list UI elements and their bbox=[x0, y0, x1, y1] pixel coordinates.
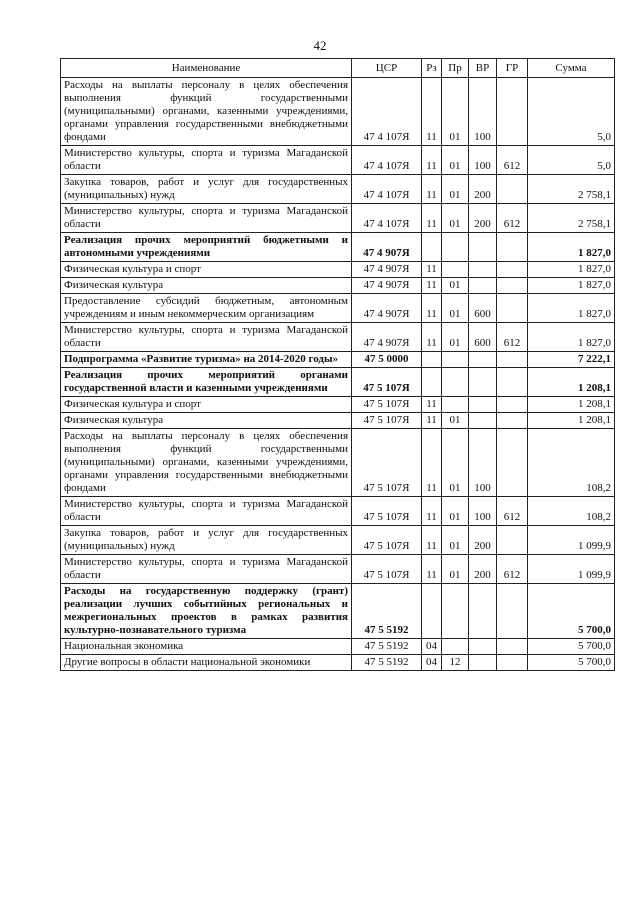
cell-pr: 01 bbox=[442, 526, 469, 555]
table-row bbox=[61, 526, 615, 555]
cell-sum: 5,0 bbox=[528, 146, 615, 175]
cell-vr: 100 bbox=[469, 497, 497, 526]
header-rz: Рз bbox=[422, 59, 442, 78]
cell-gr bbox=[497, 262, 528, 278]
cell-rz: 11 bbox=[422, 262, 442, 278]
cell-rz bbox=[422, 368, 442, 397]
table-row bbox=[61, 146, 615, 175]
cell-gr bbox=[497, 233, 528, 262]
cell-rz: 11 bbox=[422, 555, 442, 584]
header-name: Наименование bbox=[61, 59, 352, 78]
cell-vr bbox=[469, 262, 497, 278]
cell-vr: 100 bbox=[469, 78, 497, 146]
cell-csr: 47 5 107Я bbox=[352, 555, 422, 584]
page-number: 42 bbox=[313, 38, 327, 53]
cell-csr: 47 4 107Я bbox=[352, 78, 422, 146]
cell-name: Физическая культура bbox=[61, 278, 352, 294]
cell-vr bbox=[469, 584, 497, 639]
cell-name: Министерство культуры, спорта и туризма Магаданской области bbox=[61, 323, 352, 352]
cell-csr: 47 5 107Я bbox=[352, 413, 422, 429]
cell-csr: 47 4 107Я bbox=[352, 146, 422, 175]
cell-sum: 1 208,1 bbox=[528, 413, 615, 429]
cell-gr bbox=[497, 526, 528, 555]
table-row bbox=[61, 78, 615, 146]
cell-sum: 1 827,0 bbox=[528, 233, 615, 262]
cell-sum: 5 700,0 bbox=[528, 655, 615, 671]
cell-gr bbox=[497, 429, 528, 497]
cell-vr bbox=[469, 278, 497, 294]
cell-gr bbox=[497, 655, 528, 671]
header-gr: ГР bbox=[497, 59, 528, 78]
cell-vr bbox=[469, 655, 497, 671]
cell-csr: 47 4 907Я bbox=[352, 278, 422, 294]
cell-sum: 1 827,0 bbox=[528, 294, 615, 323]
budget-table bbox=[60, 58, 615, 671]
cell-vr bbox=[469, 368, 497, 397]
cell-pr: 01 bbox=[442, 413, 469, 429]
cell-name: Физическая культура и спорт bbox=[61, 262, 352, 278]
header-pr: Пр bbox=[442, 59, 469, 78]
cell-sum: 108,2 bbox=[528, 429, 615, 497]
cell-csr: 47 5 107Я bbox=[352, 429, 422, 497]
cell-gr bbox=[497, 639, 528, 655]
cell-csr: 47 5 5192 bbox=[352, 639, 422, 655]
table-row bbox=[61, 278, 615, 294]
cell-gr bbox=[497, 397, 528, 413]
cell-gr bbox=[497, 368, 528, 397]
cell-csr: 47 5 107Я bbox=[352, 368, 422, 397]
cell-rz: 11 bbox=[422, 497, 442, 526]
cell-name: Расходы на выплаты персоналу в целях обеспечения выполнения функций государственными (муниципальными) органами, казенными учреждениями, органами управления государственными внебюджетными фондами bbox=[61, 429, 352, 497]
cell-pr: 01 bbox=[442, 323, 469, 352]
cell-csr: 47 4 907Я bbox=[352, 233, 422, 262]
cell-vr: 200 bbox=[469, 526, 497, 555]
cell-pr: 01 bbox=[442, 497, 469, 526]
cell-csr: 47 5 5192 bbox=[352, 655, 422, 671]
table-row bbox=[61, 397, 615, 413]
table-row bbox=[61, 555, 615, 584]
cell-sum: 2 758,1 bbox=[528, 175, 615, 204]
cell-name: Министерство культуры, спорта и туризма Магаданской области bbox=[61, 555, 352, 584]
cell-pr bbox=[442, 397, 469, 413]
cell-gr bbox=[497, 78, 528, 146]
cell-rz: 11 bbox=[422, 78, 442, 146]
cell-gr bbox=[497, 175, 528, 204]
cell-name: Другие вопросы в области национальной экономики bbox=[61, 655, 352, 671]
cell-sum: 1 827,0 bbox=[528, 323, 615, 352]
cell-sum: 7 222,1 bbox=[528, 352, 615, 368]
cell-name: Реализация прочих мероприятий бюджетными и автономными учреждениями bbox=[61, 233, 352, 262]
table-row bbox=[61, 352, 615, 368]
cell-pr bbox=[442, 639, 469, 655]
cell-gr: 612 bbox=[497, 555, 528, 584]
cell-gr bbox=[497, 413, 528, 429]
cell-vr: 200 bbox=[469, 175, 497, 204]
cell-pr: 01 bbox=[442, 78, 469, 146]
cell-name: Реализация прочих мероприятий органами государственной власти и казенными учреждениями bbox=[61, 368, 352, 397]
table-row bbox=[61, 204, 615, 233]
cell-vr: 200 bbox=[469, 555, 497, 584]
cell-pr bbox=[442, 352, 469, 368]
cell-sum: 5 700,0 bbox=[528, 639, 615, 655]
cell-rz: 11 bbox=[422, 397, 442, 413]
cell-pr: 01 bbox=[442, 204, 469, 233]
cell-name: Закупка товаров, работ и услуг для государственных (муниципальных) нужд bbox=[61, 175, 352, 204]
cell-pr: 01 bbox=[442, 278, 469, 294]
cell-rz: 04 bbox=[422, 655, 442, 671]
cell-sum: 5,0 bbox=[528, 78, 615, 146]
table-row bbox=[61, 413, 615, 429]
cell-rz bbox=[422, 352, 442, 368]
cell-pr bbox=[442, 262, 469, 278]
cell-sum: 1 208,1 bbox=[528, 368, 615, 397]
cell-gr: 612 bbox=[497, 323, 528, 352]
cell-vr bbox=[469, 639, 497, 655]
cell-sum: 1 208,1 bbox=[528, 397, 615, 413]
cell-name: Подпрограмма «Развитие туризма» на 2014-2020 годы» bbox=[61, 352, 352, 368]
cell-rz: 11 bbox=[422, 294, 442, 323]
cell-name: Закупка товаров, работ и услуг для государственных (муниципальных) нужд bbox=[61, 526, 352, 555]
table-row bbox=[61, 262, 615, 278]
cell-vr bbox=[469, 397, 497, 413]
cell-rz bbox=[422, 584, 442, 639]
cell-sum: 1 099,9 bbox=[528, 526, 615, 555]
cell-csr: 47 4 107Я bbox=[352, 204, 422, 233]
cell-csr: 47 4 907Я bbox=[352, 262, 422, 278]
cell-rz bbox=[422, 233, 442, 262]
header-vr: ВР bbox=[469, 59, 497, 78]
cell-pr: 01 bbox=[442, 175, 469, 204]
cell-name: Физическая культура bbox=[61, 413, 352, 429]
cell-vr: 100 bbox=[469, 146, 497, 175]
table-row bbox=[61, 429, 615, 497]
cell-csr: 47 5 0000 bbox=[352, 352, 422, 368]
cell-vr: 600 bbox=[469, 323, 497, 352]
header-csr: ЦСР bbox=[352, 59, 422, 78]
cell-name: Расходы на выплаты персоналу в целях обеспечения выполнения функций государственными (муниципальными) органами, казенными учреждениями, органами управления государственными внебюджетными фондами bbox=[61, 78, 352, 146]
cell-csr: 47 5 107Я bbox=[352, 526, 422, 555]
cell-pr: 01 bbox=[442, 555, 469, 584]
cell-rz: 11 bbox=[422, 175, 442, 204]
cell-vr bbox=[469, 413, 497, 429]
cell-pr: 01 bbox=[442, 146, 469, 175]
cell-vr bbox=[469, 352, 497, 368]
cell-name: Министерство культуры, спорта и туризма Магаданской области bbox=[61, 497, 352, 526]
cell-rz: 11 bbox=[422, 526, 442, 555]
cell-rz: 11 bbox=[422, 413, 442, 429]
table-body bbox=[61, 78, 615, 671]
cell-rz: 04 bbox=[422, 639, 442, 655]
table-row bbox=[61, 323, 615, 352]
cell-vr bbox=[469, 233, 497, 262]
cell-pr bbox=[442, 233, 469, 262]
cell-name: Министерство культуры, спорта и туризма Магаданской области bbox=[61, 204, 352, 233]
cell-name: Расходы на государственную поддержку (грант) реализации лучших событийных региональных и межрегиональных проектов в рамках развития культурно-познавательного туризма bbox=[61, 584, 352, 639]
cell-gr bbox=[497, 352, 528, 368]
cell-rz: 11 bbox=[422, 204, 442, 233]
cell-rz: 11 bbox=[422, 429, 442, 497]
cell-vr: 600 bbox=[469, 294, 497, 323]
table-header-row bbox=[61, 59, 615, 78]
table-row bbox=[61, 233, 615, 262]
cell-pr: 01 bbox=[442, 429, 469, 497]
cell-csr: 47 5 107Я bbox=[352, 497, 422, 526]
cell-csr: 47 4 907Я bbox=[352, 294, 422, 323]
cell-gr bbox=[497, 584, 528, 639]
cell-name: Предоставление субсидий бюджетным, автономным учреждениям и иным некоммерческим организациям bbox=[61, 294, 352, 323]
cell-csr: 47 4 907Я bbox=[352, 323, 422, 352]
cell-sum: 108,2 bbox=[528, 497, 615, 526]
cell-gr: 612 bbox=[497, 497, 528, 526]
cell-sum: 1 827,0 bbox=[528, 278, 615, 294]
header-sum: Сумма bbox=[528, 59, 615, 78]
table-row bbox=[61, 639, 615, 655]
cell-pr bbox=[442, 584, 469, 639]
table-row bbox=[61, 175, 615, 204]
cell-sum: 5 700,0 bbox=[528, 584, 615, 639]
cell-vr: 200 bbox=[469, 204, 497, 233]
cell-gr bbox=[497, 294, 528, 323]
table-row bbox=[61, 294, 615, 323]
cell-csr: 47 4 107Я bbox=[352, 175, 422, 204]
table-row bbox=[61, 497, 615, 526]
table-row bbox=[61, 584, 615, 639]
cell-sum: 1 099,9 bbox=[528, 555, 615, 584]
cell-pr: 12 bbox=[442, 655, 469, 671]
cell-sum: 2 758,1 bbox=[528, 204, 615, 233]
table-row bbox=[61, 655, 615, 671]
cell-pr bbox=[442, 368, 469, 397]
cell-pr: 01 bbox=[442, 294, 469, 323]
cell-rz: 11 bbox=[422, 278, 442, 294]
cell-gr bbox=[497, 278, 528, 294]
cell-gr: 612 bbox=[497, 146, 528, 175]
cell-csr: 47 5 5192 bbox=[352, 584, 422, 639]
cell-vr: 100 bbox=[469, 429, 497, 497]
cell-sum: 1 827,0 bbox=[528, 262, 615, 278]
table-row bbox=[61, 368, 615, 397]
cell-name: Национальная экономика bbox=[61, 639, 352, 655]
cell-name: Министерство культуры, спорта и туризма Магаданской области bbox=[61, 146, 352, 175]
cell-name: Физическая культура и спорт bbox=[61, 397, 352, 413]
cell-rz: 11 bbox=[422, 323, 442, 352]
cell-csr: 47 5 107Я bbox=[352, 397, 422, 413]
cell-gr: 612 bbox=[497, 204, 528, 233]
cell-rz: 11 bbox=[422, 146, 442, 175]
